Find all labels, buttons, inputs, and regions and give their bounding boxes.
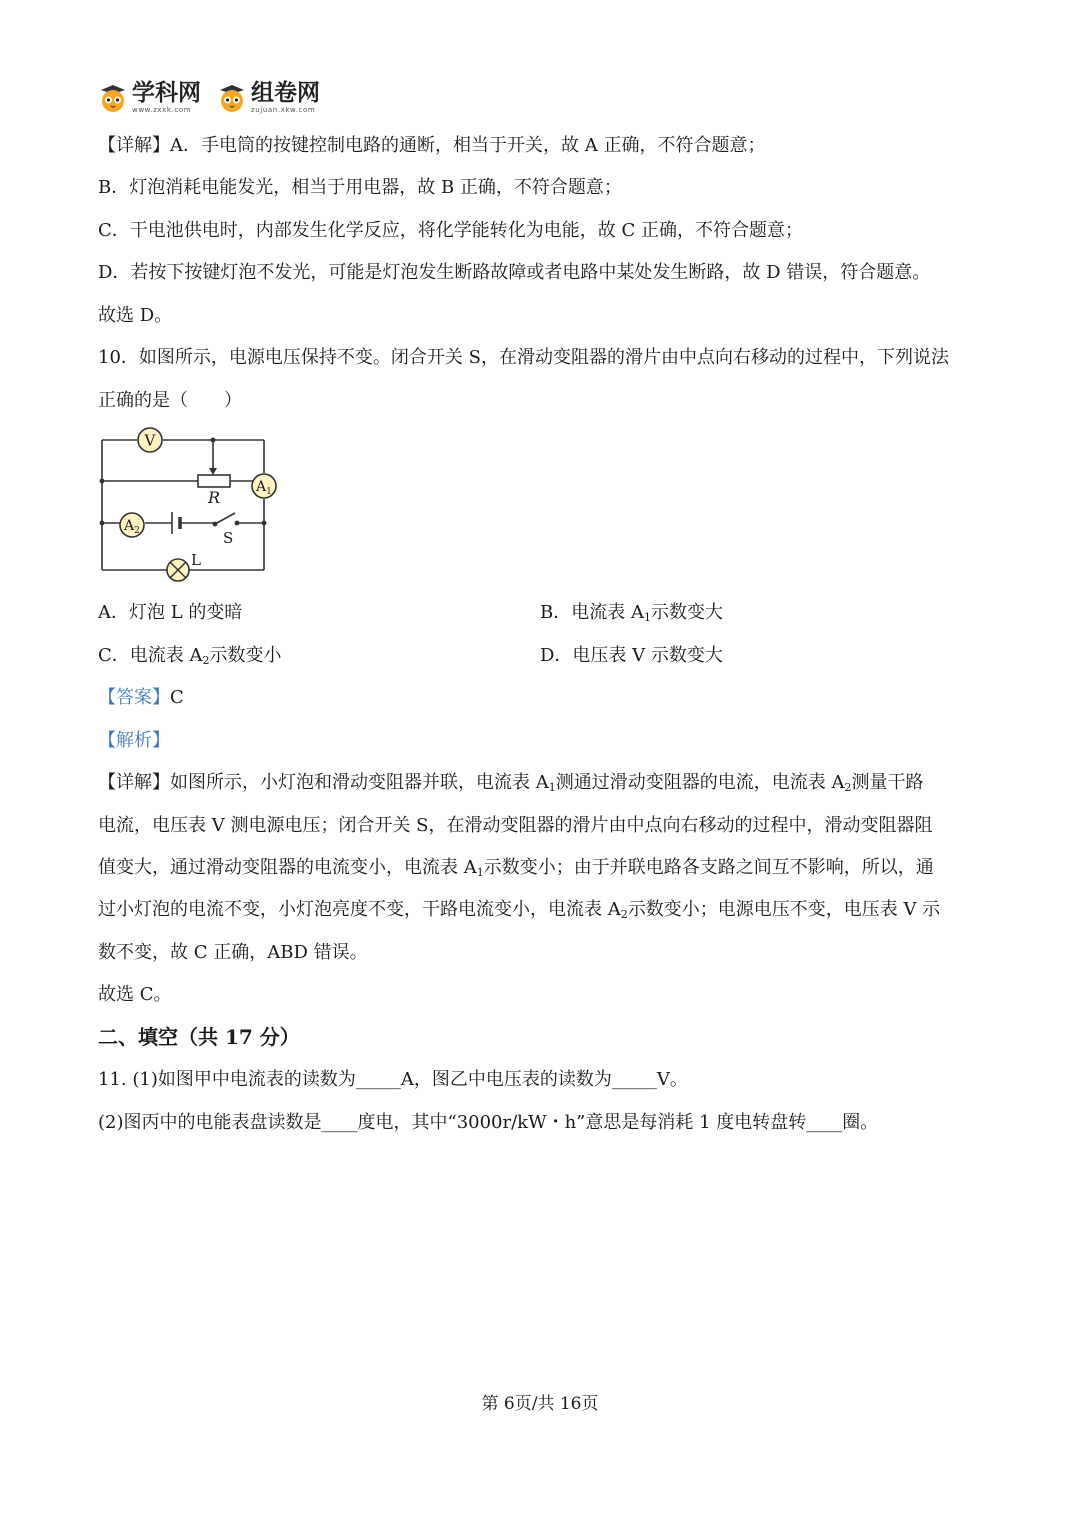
resistor-label: R xyxy=(208,488,221,507)
lamp-label: L xyxy=(191,551,201,569)
answer-line xyxy=(98,686,184,710)
q10-detail-line-3: 值变大，通过滑动变阻器的电流变小，电流表 $A_1$示数变小；由于并联电路各支路之间互不影响，所以，通 xyxy=(98,857,934,879)
logo-domain: www.zxxk.com xyxy=(132,106,192,114)
option-b: B．电流表 $A_1$示数变大 xyxy=(540,602,723,624)
q10-stem-line-1: 10．如图所示，电源电压保持不变。闭合开关 S，在滑动变阻器的滑片由中点向右移动的过程中，下列说法 xyxy=(98,347,949,368)
battery-icon xyxy=(172,512,180,534)
ammeter-a1-label: A xyxy=(256,479,267,495)
analysis-tag: 【解析】 xyxy=(98,730,170,751)
logo-xuekewang xyxy=(98,82,201,114)
logo-domain: zujuan.xkw.com xyxy=(251,106,316,114)
owl-mascot-icon xyxy=(98,83,128,113)
q11-line-1: 11. (1)如图甲中电流表的读数为_____A，图乙中电压表的读数为_____V。 xyxy=(98,1069,688,1090)
detail-tag: 【详解】 xyxy=(98,772,170,793)
detail-tag: 【详解】 xyxy=(98,135,170,156)
q11-line-2: (2)图丙中的电能表盘读数是____度电，其中“3000r/kW・h”意思是每消耗 1 度电转盘转____圈。 xyxy=(98,1112,879,1133)
q10-detail-line-5: 数不变，故 C 正确，ABD 错误。 xyxy=(98,942,368,963)
resistor-r xyxy=(198,475,230,487)
logo-name: 组卷网 xyxy=(251,80,320,106)
page-number: 第 6页/共 16页 xyxy=(481,1394,599,1414)
q9-detail-line-4: D．若按下按键灯泡不发光，可能是灯泡发生断路故障或者电路中某处发生断路，故 D 错误，符合题意。 xyxy=(98,262,931,283)
q10-detail-line-1: 【详解】如图所示，小灯泡和滑动变阻器并联，电流表 $A_1$测通过滑动变阻器的电流，电流表 $A_2$测量干路 xyxy=(98,772,924,794)
slider-arrow-icon xyxy=(209,468,217,475)
q10-stem-line-2: 正确的是（ ） xyxy=(98,390,242,411)
q9-conclusion: 故选 D。 xyxy=(98,305,173,326)
logo-name: 学科网 xyxy=(132,80,201,106)
ammeter-a2-label: A xyxy=(124,518,135,534)
option-c: C．电流表 $A_2$示数变小 xyxy=(98,645,282,667)
header-logos xyxy=(98,78,320,118)
q9-detail-line-2: B．灯泡消耗电能发光，相当于用电器，故 B 正确，不符合题意； xyxy=(98,177,622,198)
q10-detail-line-4: 过小灯泡的电流不变，小灯泡亮度不变，干路电流变小，电流表 $A_2$示数变小；电源电压不变，电压表 V 示 xyxy=(98,899,941,921)
logo-zujuanwang xyxy=(217,82,320,114)
ammeter-a2-sub: 2 xyxy=(134,526,140,536)
switch-label: S xyxy=(223,529,234,547)
q10-conclusion: 故选 C。 xyxy=(98,984,172,1005)
circuit-diagram xyxy=(96,424,282,584)
q9-detail-line-1: 【详解】A．手电筒的按键控制电路的通断，相当于开关，故 A 正确，不符合题意； xyxy=(98,135,766,156)
q9-detail-line-3: C．干电池供电时，内部发生化学反应，将化学能转化为电能，故 C 正确，不符合题意； xyxy=(98,220,803,241)
option-a: A．灯泡 L 的变暗 xyxy=(98,602,243,623)
q10-detail-line-2: 电流，电压表 V 测电源电压；闭合开关 S，在滑动变阻器的滑片由中点向右移动的过程中，滑动变阻器阻 xyxy=(98,815,933,836)
section-title: 二、填空（共 17 分） xyxy=(98,1025,300,1049)
answer-value: C xyxy=(170,687,184,708)
ammeter-a1-sub: 1 xyxy=(266,487,272,497)
option-d: D．电压表 V 示数变大 xyxy=(540,645,723,666)
voltmeter-label: V xyxy=(144,431,156,450)
owl-mascot-icon xyxy=(217,83,247,113)
answer-tag: 【答案】 xyxy=(98,687,170,708)
